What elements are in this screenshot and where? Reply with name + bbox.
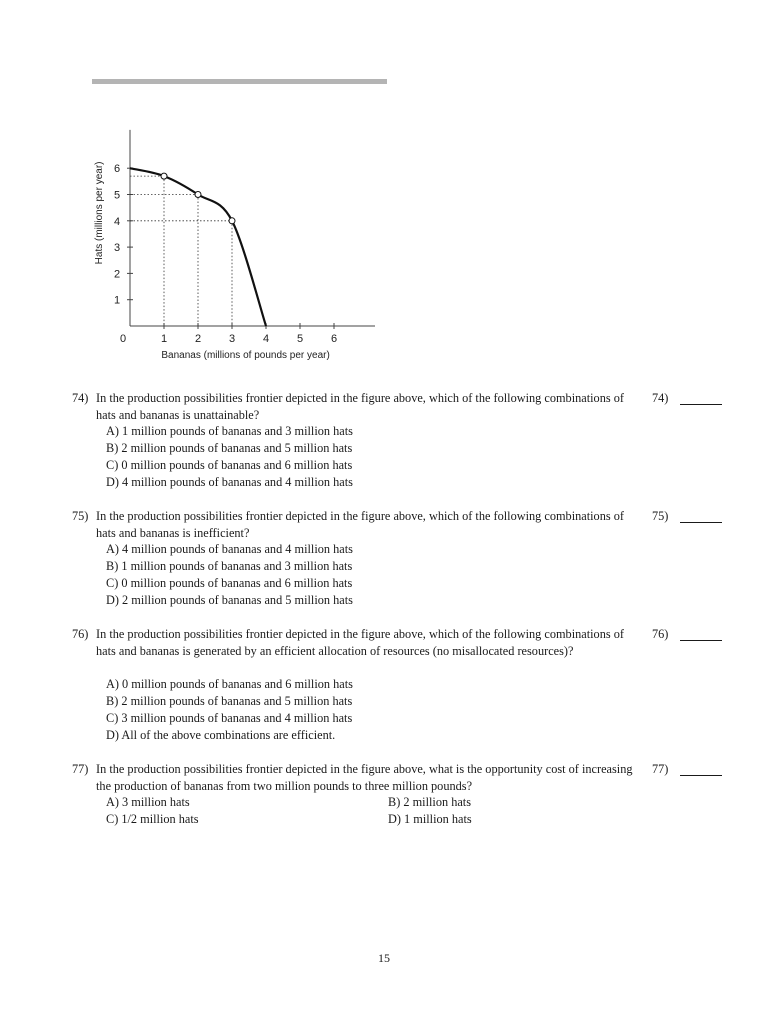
- y-axis-title: Hats (millions per year): [94, 161, 105, 265]
- y-tick-label: 5: [113, 189, 121, 202]
- question-number: 75): [72, 509, 89, 523]
- x-tick-label: 1: [160, 333, 168, 345]
- question-74: [72, 390, 732, 490]
- option-a: A) 1 million pounds of bananas and 3 million hats: [106, 424, 353, 438]
- y-tick-label: 3: [113, 242, 121, 255]
- option-c: C) 0 million pounds of bananas and 6 million hats: [106, 576, 353, 590]
- answer-blank[interactable]: [680, 522, 722, 523]
- x-tick-label: 6: [330, 333, 338, 345]
- y-tick-label: 6: [113, 163, 121, 176]
- answer-blank[interactable]: [680, 404, 722, 405]
- option-b: B) 2 million pounds of bananas and 5 million hats: [106, 694, 353, 708]
- y-tick-label: 2: [113, 268, 121, 281]
- x-tick-label: 3: [228, 333, 236, 345]
- origin-label: 0: [119, 333, 127, 345]
- x-axis-title: Bananas (millions of pounds per year): [161, 350, 330, 361]
- ppf-point-marker: [229, 218, 235, 224]
- answer-number: 77): [652, 762, 669, 776]
- question-76: [72, 626, 732, 746]
- x-tick-label: 4: [262, 333, 270, 345]
- answer-blank[interactable]: [680, 640, 722, 641]
- question-text: In the production possibilities frontier depicted in the figure above, which of the following combinations of hats and bananas is generated by an efficient allocation of resources (no misallocated resources)?: [96, 627, 624, 658]
- answer-blank[interactable]: [680, 775, 722, 776]
- option-b: B) 2 million pounds of bananas and 5 million hats: [106, 441, 353, 455]
- option-b: B) 1 million pounds of bananas and 3 million hats: [106, 559, 353, 573]
- page-number: 15: [378, 951, 390, 965]
- x-tick-label: 2: [194, 333, 202, 345]
- question-75: [72, 508, 732, 608]
- option-a: A) 4 million pounds of bananas and 4 million hats: [106, 542, 353, 556]
- answer-number: 76): [652, 627, 669, 641]
- option-d: D) 4 million pounds of bananas and 4 million hats: [106, 475, 353, 489]
- option-c: C) 3 million pounds of bananas and 4 million hats: [106, 711, 353, 725]
- option-b: B) 2 million hats: [388, 795, 472, 809]
- ppf-point-marker: [161, 173, 167, 179]
- y-tick-label: 4: [113, 215, 121, 228]
- ppf-chart: [80, 90, 380, 370]
- option-c: C) 0 million pounds of bananas and 6 million hats: [106, 458, 353, 472]
- question-77: [72, 761, 732, 831]
- option-d: D) 1 million hats: [388, 812, 472, 826]
- answer-number: 74): [652, 391, 669, 405]
- question-text: In the production possibilities frontier depicted in the figure above, what is the opportunity cost of increasing the production of bananas from two million pounds to three million pounds?: [96, 762, 633, 793]
- question-text: In the production possibilities frontier depicted in the figure above, which of the following combinations of hats and bananas is unattainable?: [96, 391, 624, 422]
- question-number: 77): [72, 762, 89, 776]
- question-number: 76): [72, 627, 89, 641]
- ppf-point-marker: [195, 192, 201, 198]
- question-text: In the production possibilities frontier depicted in the figure above, which of the following combinations of hats and bananas is inefficient?: [96, 509, 624, 540]
- option-c: C) 1/2 million hats: [106, 812, 199, 826]
- question-number: 74): [72, 391, 89, 405]
- option-d: D) All of the above combinations are efficient.: [106, 728, 336, 742]
- option-a: A) 3 million hats: [106, 795, 190, 809]
- option-d: D) 2 million pounds of bananas and 5 million hats: [106, 593, 353, 607]
- y-tick-label: 1: [113, 294, 121, 307]
- answer-number: 75): [652, 509, 669, 523]
- figure-top-rule: [92, 79, 387, 84]
- option-a: A) 0 million pounds of bananas and 6 million hats: [106, 677, 353, 691]
- x-tick-label: 5: [296, 333, 304, 345]
